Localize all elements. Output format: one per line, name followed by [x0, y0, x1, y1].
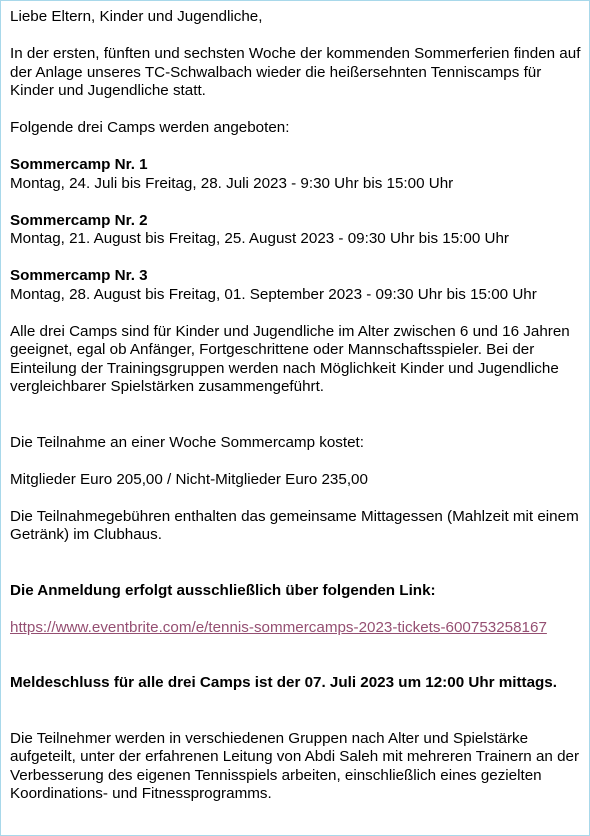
deadline: Meldeschluss für alle drei Camps ist der 07. Juli 2023 um 12:00 Uhr mittags. [10, 674, 557, 691]
greeting: Liebe Eltern, Kinder und Jugendliche, [10, 8, 263, 25]
closing-paragraph: Die Teilnehmer werden in verschiedenen Gruppen nach Alter und Spielstärke aufgeteilt, unter der erfahrenen Leitung von Abdi Saleh mit mehreren Trainern an der Verbesserung des eigenen Tennisspiels arbeiten, einschließlich eines gezielten Koordinations- und Fitnessprogramms. [10, 729, 580, 802]
prices: Mitglieder Euro 205,00 / Nicht-Mitglieder Euro 235,00 [10, 470, 368, 488]
camp-2-title: Sommercamp Nr. 2 [10, 211, 148, 229]
camp-1 [10, 156, 581, 193]
cost-intro: Die Teilnahme an einer Woche Sommercamp kostet: [10, 433, 364, 451]
camp-1-title: Sommercamp Nr. 1 [10, 156, 148, 173]
camp-3-dates: Montag, 28. August bis Freitag, 01. September 2023 - 09:30 Uhr bis 15:00 Uhr [10, 285, 537, 303]
camp-2-dates: Montag, 21. August bis Freitag, 25. August 2023 - 09:30 Uhr bis 15:00 Uhr [10, 230, 509, 247]
intro-paragraph: In der ersten, fünften und sechsten Woche der kommenden Sommerferien finden auf der Anlage unseres TC-Schwalbach wieder die heißersehnten Tenniscamps für Kinder und Jugendliche statt. [10, 45, 581, 99]
fee-note: Die Teilnahmegebühren enthalten das gemeinsame Mittagessen (Mahlzeit mit einem Getränk) im Clubhaus. [10, 507, 579, 543]
camps-intro: Folgende drei Camps werden angeboten: [10, 119, 290, 136]
camp-1-dates: Montag, 24. Juli bis Freitag, 28. Juli 2023 - 9:30 Uhr bis 15:00 Uhr [10, 174, 454, 192]
camp-3-title: Sommercamp Nr. 3 [10, 267, 148, 284]
eligibility-paragraph: Alle drei Camps sind für Kinder und Jugendliche im Alter zwischen 6 und 16 Jahren geeignet, egal ob Anfänger, Fortgeschrittene oder Mannschaftsspieler. Bei der Einteilung der Trainingsgruppen werden nach Möglichkeit Kinder und Jugendliche vergleichbarer Spielstärken zusammengeführt. [10, 322, 570, 395]
camp-2 [10, 212, 581, 249]
camp-3 [10, 267, 581, 304]
registration-heading: Die Anmeldung erfolgt ausschließlich über folgenden Link: [10, 581, 436, 599]
registration-link-line [10, 619, 581, 638]
registration-link[interactable]: https://www.eventbrite.com/e/tennis-sommercamps-2023-tickets-600753258167 [10, 618, 547, 636]
